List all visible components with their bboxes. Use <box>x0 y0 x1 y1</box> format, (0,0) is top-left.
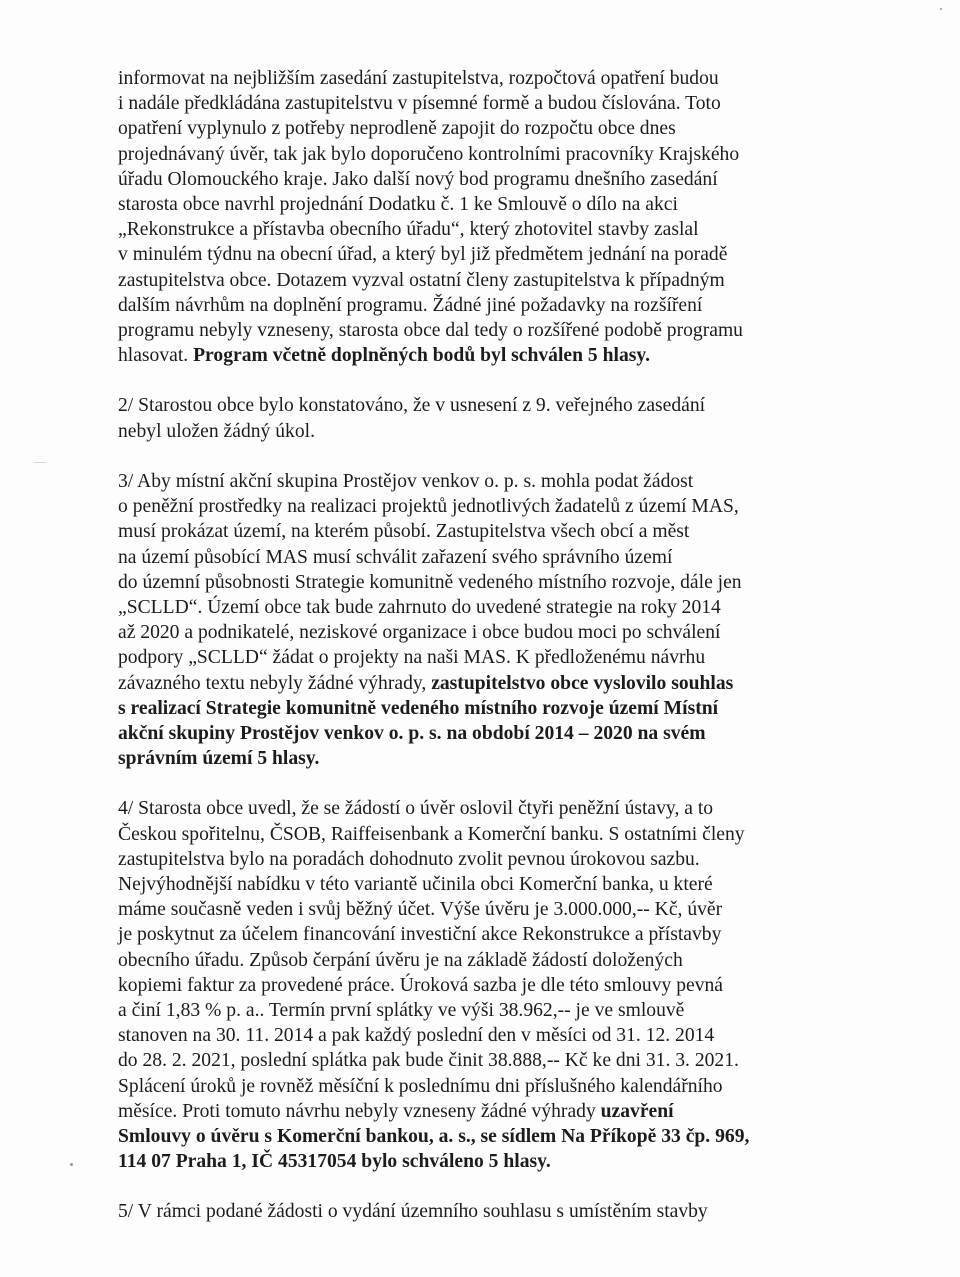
text-line <box>118 268 858 293</box>
bold-text: Smlouvy o úvěru s Komerční bankou, a. s., se sídlem Na Příkopě 33 čp. 969, <box>118 1125 750 1147</box>
text-line <box>118 620 858 645</box>
scan-speck-top-right <box>940 8 942 10</box>
body-text: 2/ Starostou obce bylo konstatováno, že v usnesení z 9. veřejného zasedání <box>118 395 706 417</box>
paragraph-spacer <box>118 444 858 469</box>
text-line <box>118 1099 858 1124</box>
body-text: o peněžní prostředky na realizaci projektů jednotlivých žadatelů z území MAS, <box>118 496 739 518</box>
text-line <box>118 192 858 217</box>
text-line <box>118 293 858 318</box>
body-text: na území působící MAS musí schválit zařazení svého správního území <box>118 546 673 568</box>
body-text: opatření vyplynulo z potřeby neprodleně zapojit do rozpočtu obce dnes <box>118 118 676 140</box>
body-text: podpory „SCLLD“ žádat o projekty na naši MAS. K předloženému návrhu <box>118 647 706 669</box>
body-text: Českou spořitelnu, ČSOB, Raiffeisenbank a Komerční banku. S ostatními členy <box>118 823 745 845</box>
body-text: musí prokázat území, na kterém působí. Zastupitelstva všech obcí a měst <box>118 521 690 543</box>
body-text: i nadále předkládána zastupitelstvu v písemné formě a budou číslována. Toto <box>118 93 721 115</box>
paragraph-p2 <box>118 393 858 443</box>
body-text: starosta obce navrhl projednání Dodatku č. 1 ke Smlouvě o dílo na akci <box>118 193 678 215</box>
body-text: stanoven na 30. 11. 2014 a pak každý poslední den v měsíci od 31. 12. 2014 <box>118 1025 715 1047</box>
body-text: do 28. 2. 2021, poslední splátka pak bude činit 38.888,-- Kč ke dni 31. 3. 2021. <box>118 1050 739 1072</box>
text-line <box>118 1199 858 1224</box>
body-text: hlasovat. <box>118 345 194 367</box>
body-text: máme současně veden i svůj běžný účet. Výše úvěru je 3.000.000,-- Kč, úvěr <box>118 899 723 921</box>
body-text: zastupitelstva bylo na poradách dohodnuto zvolit pevnou úrokovou sazbu. <box>118 848 700 870</box>
bold-text: akční skupiny Prostějov venkov o. p. s. na období 2014 – 2020 na svém <box>118 722 706 744</box>
text-line <box>118 645 858 670</box>
text-line <box>118 595 858 620</box>
paragraph-p1 <box>118 66 858 368</box>
bold-text: s realizací Strategie komunitně vedeného místního rozvoje území Místní <box>118 697 719 719</box>
left-margin-mark <box>34 462 46 463</box>
body-text: 5/ V rámci podané žádosti o vydání územního souhlasu s umístěním stavby <box>118 1201 708 1223</box>
body-text: informovat na nejbližším zasedání zastupitelstva, rozpočtová opatření budou <box>118 68 719 89</box>
text-line <box>118 922 858 947</box>
text-line <box>118 822 858 847</box>
body-text: je poskytnut za účelem financování investiční akce Rekonstrukce a přístavby <box>118 924 722 946</box>
text-line <box>118 545 858 570</box>
text-line <box>118 1124 858 1149</box>
text-line <box>118 1023 858 1048</box>
text-line <box>118 847 858 872</box>
text-line <box>118 948 858 973</box>
body-text: 3/ Aby místní akční skupina Prostějov venkov o. p. s. mohla podat žádost <box>118 471 694 492</box>
text-line <box>118 1048 858 1073</box>
text-line <box>118 217 858 242</box>
text-line <box>118 998 858 1023</box>
body-text: úřadu Olomouckého kraje. Jako další nový bod programu dnešního zasedání <box>118 168 718 190</box>
body-text: až 2020 a podnikatelé, neziskové organizace i obce budou moci po schválení <box>118 622 721 644</box>
bold-text: uzavření <box>600 1100 674 1122</box>
body-text: nebyl uložen žádný úkol. <box>118 420 315 442</box>
text-line <box>118 343 858 368</box>
bold-text: Program včetně doplněných bodů byl schválen 5 hlasy. <box>193 345 650 367</box>
text-line <box>118 671 858 696</box>
paragraph-spacer <box>118 1174 858 1199</box>
text-line <box>118 796 858 821</box>
paragraph-p5 <box>118 1199 858 1224</box>
body-text: kopiemi faktur za provedené práce. Úroková sazba je dle této smlouvy pevná <box>118 974 723 996</box>
text-line <box>118 142 858 167</box>
bold-text: 114 07 Praha 1, IČ 45317054 bylo schváleno 5 hlasy. <box>118 1151 551 1173</box>
text-line <box>118 973 858 998</box>
bold-text: zastupitelstvo obce vyslovilo souhlas <box>431 672 734 694</box>
text-line <box>118 318 858 343</box>
text-line <box>118 494 858 519</box>
body-text: programu nebyly vzneseny, starosta obce dal tedy o rozšířené podobě programu <box>118 319 743 341</box>
body-text: Splácení úroků je rovněž měsíční k poslednímu dni příslušného kalendářního <box>118 1075 723 1097</box>
text-line <box>118 1149 858 1174</box>
text-line <box>118 91 858 116</box>
body-text: 4/ Starosta obce uvedl, že se žádostí o úvěr oslovil čtyři peněžní ústavy, a to <box>118 798 714 820</box>
body-text: do územní působnosti Strategie komunitně vedeného místního rozvoje, dále jen <box>118 571 742 593</box>
text-line <box>118 519 858 544</box>
bold-text: správním území 5 hlasy. <box>118 748 320 770</box>
text-line <box>118 242 858 267</box>
body-text: „SCLLD“. Území obce tak bude zahrnuto do uvedené strategie na roky 2014 <box>118 596 721 618</box>
text-line <box>118 746 858 771</box>
body-text: dalším návrhům na doplnění programu. Žádné jiné požadavky na rozšíření <box>118 294 703 316</box>
text-line <box>118 721 858 746</box>
body-text: Nejvýhodnější nabídku v této variantě učinila obci Komerční banka, u které <box>118 874 713 895</box>
text-line <box>118 116 858 141</box>
paragraph-p3 <box>118 469 858 771</box>
text-line <box>118 66 858 91</box>
text-line <box>118 1074 858 1099</box>
body-text: měsíce. Proti tomuto návrhu nebyly vzneseny žádné výhrady <box>118 1100 601 1122</box>
paragraph-spacer <box>118 368 858 393</box>
text-line <box>118 897 858 922</box>
text-line <box>118 393 858 418</box>
text-line <box>118 696 858 721</box>
paragraph-p4 <box>118 796 858 1174</box>
scan-speck-left <box>70 1163 73 1166</box>
text-line <box>118 167 858 192</box>
text-line <box>118 872 858 897</box>
body-text: a činí 1,83 % p. a.. Termín první splátky ve výši 38.962,-- je ve smlouvě <box>118 999 685 1021</box>
body-text: zastupitelstva obce. Dotazem vyzval ostatní členy zastupitelstva k případným <box>118 269 725 291</box>
body-text: projednávaný úvěr, tak jak bylo doporučeno kontrolními pracovníky Krajského <box>118 143 740 165</box>
text-line <box>118 469 858 494</box>
text-line <box>118 570 858 595</box>
body-text: závazného textu nebyly žádné výhrady, <box>118 672 432 694</box>
text-line <box>118 419 858 444</box>
body-text: „Rekonstrukce a přístavba obecního úřadu“, který zhotovitel stavby zaslal <box>118 219 699 241</box>
body-text: v minulém týdnu na obecní úřad, a který byl již předmětem jednání na poradě <box>118 244 728 266</box>
paragraph-spacer <box>118 771 858 796</box>
body-text: obecního úřadu. Způsob čerpání úvěru je na základě žádostí doložených <box>118 949 683 971</box>
document-body <box>118 66 858 1225</box>
